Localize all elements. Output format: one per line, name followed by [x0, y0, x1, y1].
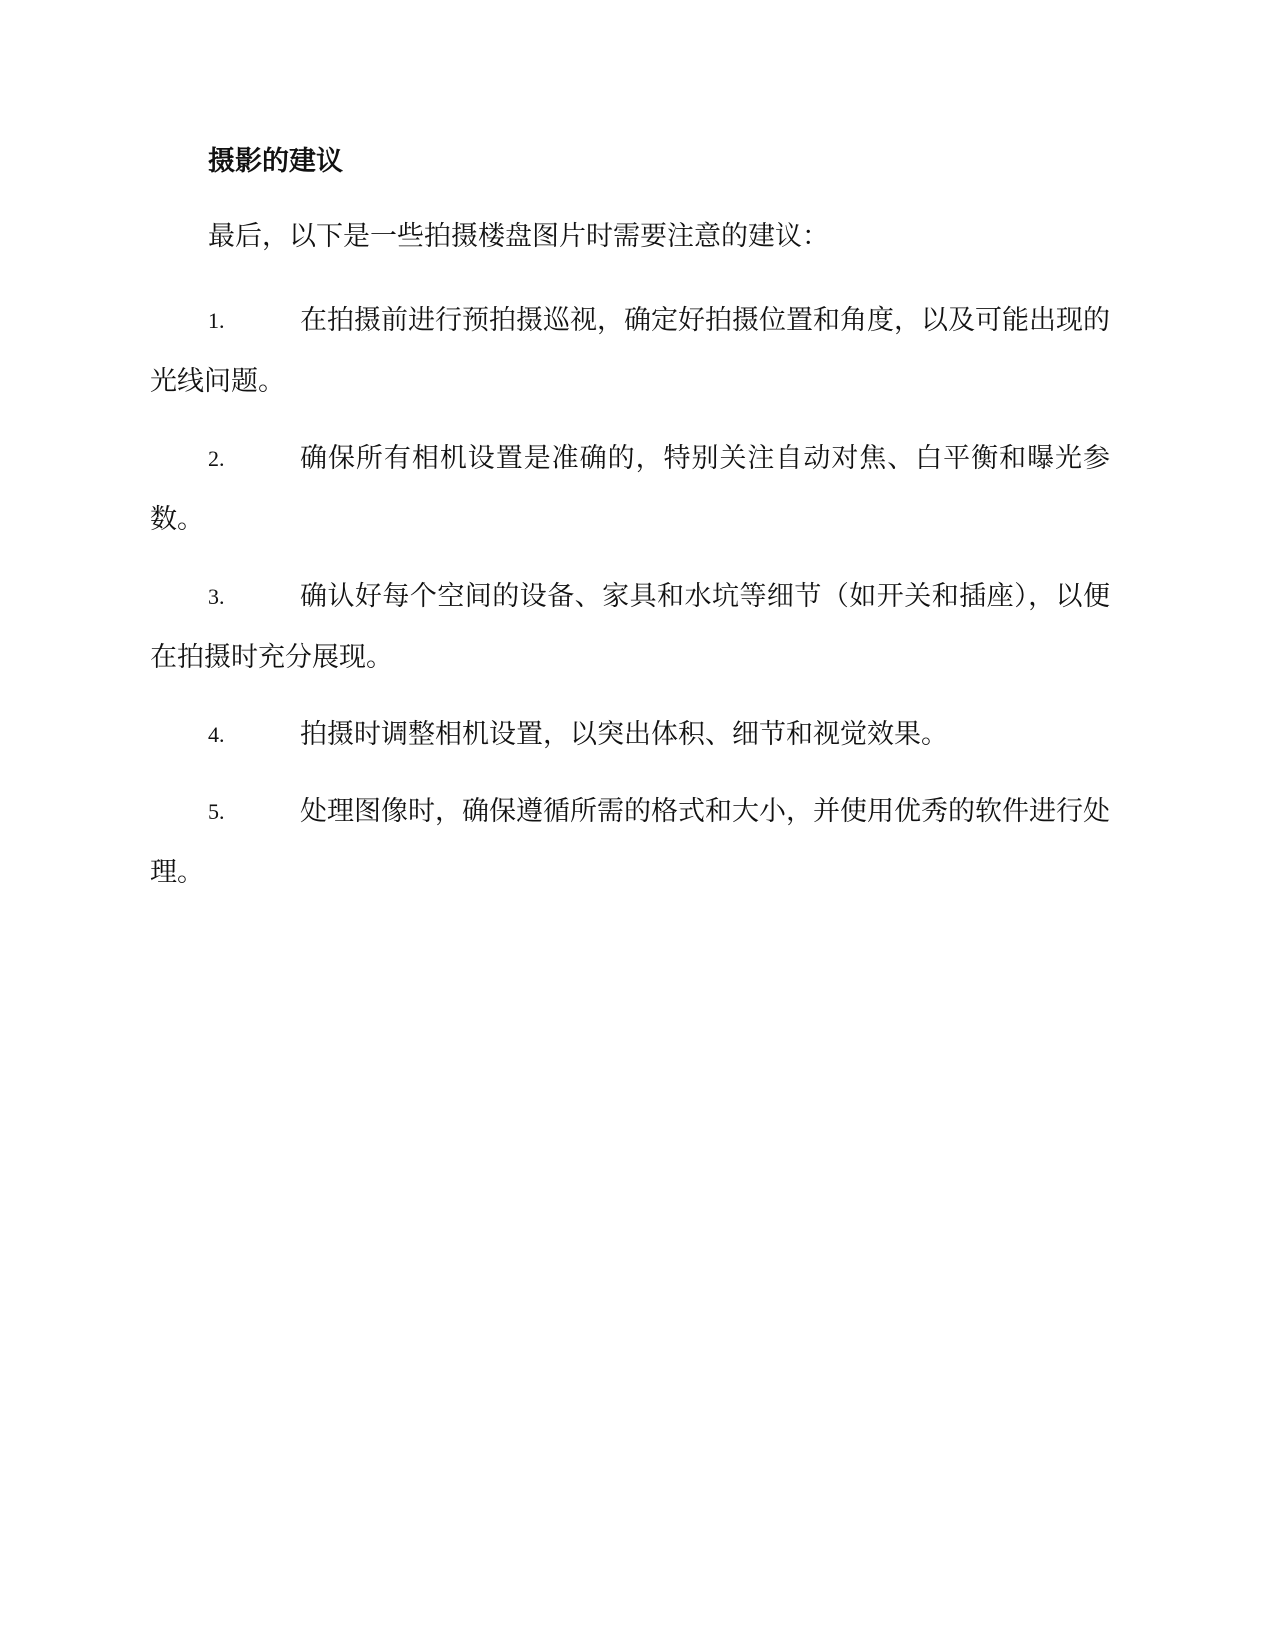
list-item-number: 5.: [208, 799, 225, 824]
list-item: [150, 566, 1110, 688]
list-item-text: 确认好每个空间的设备、家具和水坑等细节（如开关和插座），以便在拍摄时充分展现。: [150, 581, 1110, 673]
list-item-text: 在拍摄前进行预拍摄巡视，确定好拍摄位置和角度，以及可能出现的光线问题。: [150, 305, 1110, 397]
section-heading: 摄影的建议: [208, 146, 343, 177]
list-item-text: 处理图像时，确保遵循所需的格式和大小，并使用优秀的软件进行处理。: [150, 796, 1110, 888]
list-item-number: 2.: [208, 446, 225, 471]
list-item-number: 4.: [208, 722, 225, 747]
list-item: [150, 428, 1110, 550]
list-item-number: 3.: [208, 584, 225, 609]
list-item: [150, 290, 1110, 412]
intro-paragraph: 最后，以下是一些拍摄楼盘图片时需要注意的建议：: [208, 221, 829, 252]
document-body: [150, 142, 1110, 919]
list-item-text: 拍摄时调整相机设置，以突出体积、细节和视觉效果。: [300, 719, 948, 750]
list-item: [150, 704, 1110, 765]
list-item: [150, 781, 1110, 903]
list-item-text: 确保所有相机设置是准确的，特别关注自动对焦、白平衡和曝光参数。: [150, 443, 1110, 535]
list-item-number: 1.: [208, 308, 225, 333]
